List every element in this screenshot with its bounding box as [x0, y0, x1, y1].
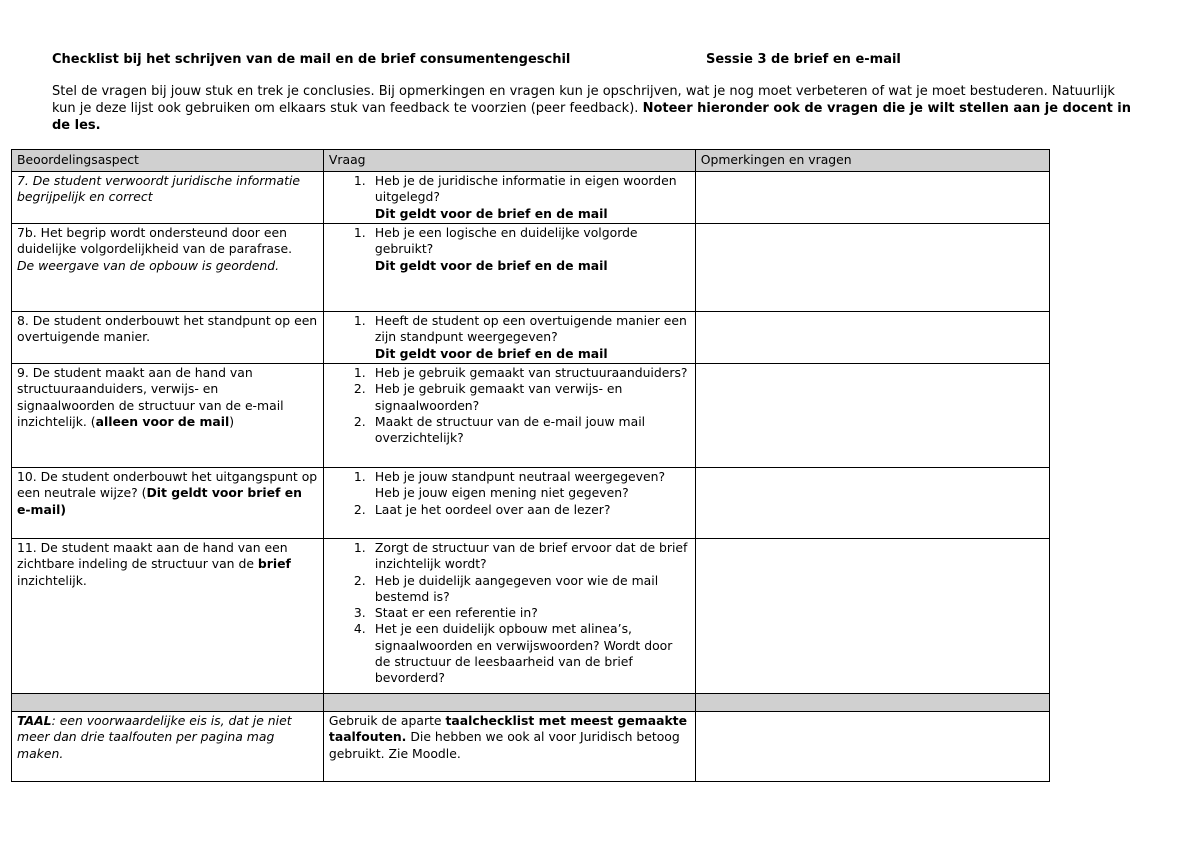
table-row — [12, 224, 1050, 312]
table-row — [12, 172, 1050, 224]
header-aspect: Beoordelingsaspect — [12, 150, 324, 172]
intro-text: Stel de vragen bij jouw stuk en trek je conclusies. Bij opmerkingen en vragen kun je opschrijven, wat je nog moet verbeteren of wat je moet bestuderen. Natuurlijk kun je deze lijst ook gebruiken om elkaars stuk van feedback te voorzien (peer feedback). — [52, 84, 1115, 116]
aspect-bold-text: alleen voor de mail — [95, 413, 230, 429]
list-item — [329, 573, 690, 606]
table-row — [12, 312, 1050, 364]
table-header-row — [12, 150, 1050, 172]
aspect-text: 11. De student maakt aan de hand van een zichtbare indeling de structuur van de — [17, 540, 288, 572]
aspect-bold-text: brief — [257, 556, 291, 572]
aspect-pre-text: ( — [141, 485, 147, 501]
question-text: Heb je gebruik gemaakt van verwijs- en signaalwoorden? — [374, 381, 623, 413]
aspect-italic-text: De weergave van de opbouw is geordend. — [17, 257, 280, 273]
question-text: Laat je het oordeel over aan de lezer? — [374, 501, 611, 517]
question-text: Staat er een referentie in? — [374, 605, 538, 621]
aspect-cell — [12, 224, 324, 312]
list-item — [329, 605, 690, 621]
list-number: 2. — [353, 413, 366, 429]
table-row — [12, 364, 1050, 468]
list-item — [329, 540, 690, 573]
question-list — [329, 540, 690, 687]
aspect-cell — [12, 712, 324, 782]
question-cell — [323, 364, 695, 468]
list-item — [329, 502, 690, 518]
question-cell — [323, 224, 695, 312]
question-note: Dit geldt voor de brief en de mail — [374, 345, 608, 361]
question-list — [329, 225, 690, 274]
taal-question-post: Die hebben we ook al voor Juridisch betoog gebruikt. Zie Moodle. — [328, 729, 680, 761]
intro-bold-text: Noteer hieronder ook de vragen die je wilt stellen aan je docent in de les. — [52, 101, 1132, 133]
question-text: Heb je gebruik gemaakt van structuuraanduiders? — [374, 365, 688, 380]
question-text: Heb je de juridische informatie in eigen woorden uitgelegd? — [374, 173, 677, 205]
question-cell — [323, 172, 695, 224]
list-item — [329, 621, 690, 686]
remarks-cell[interactable] — [695, 312, 1049, 364]
list-number: 1. — [353, 469, 366, 484]
aspect-text: 7b. Het begrip wordt ondersteund door een duidelijke volgordelijkheid van de parafrase. — [17, 225, 293, 257]
aspect-cell — [12, 364, 324, 468]
question-text: Heeft de student op een overtuigende manier een zijn standpunt weergegeven? — [374, 313, 687, 345]
page-title — [52, 52, 1132, 67]
header-remarks: Opmerkingen en vragen — [695, 150, 1049, 172]
remarks-cell[interactable] — [695, 172, 1049, 224]
question-cell — [323, 468, 695, 539]
table-row-taal — [12, 712, 1050, 782]
spacer-cell — [323, 694, 695, 712]
taal-question-bold: taalchecklist met meest gemaakte taalfouten. — [328, 713, 688, 745]
session-title: Sessie 3 de brief en e-mail — [706, 52, 901, 67]
remarks-cell[interactable] — [695, 539, 1049, 694]
list-number: 3. — [353, 605, 366, 621]
list-item — [329, 414, 690, 447]
list-number: 1. — [353, 365, 366, 380]
list-number: 4. — [353, 621, 366, 637]
list-item — [329, 469, 690, 502]
aspect-end-text: inzichtelijk. — [17, 572, 87, 588]
question-list — [329, 365, 690, 446]
question-list — [329, 313, 690, 362]
list-number: 1. — [353, 540, 366, 555]
aspect-text: 7. De student verwoordt juridische informatie begrijpelijk en correct — [17, 173, 301, 205]
intro-paragraph — [52, 83, 1137, 134]
question-note: Dit geldt voor de brief en de mail — [374, 205, 608, 221]
aspect-cell — [12, 312, 324, 364]
spacer-cell — [12, 694, 324, 712]
question-cell — [323, 712, 695, 782]
question-text: Maakt de structuur van de e-mail jouw mail overzichtelijk? — [374, 413, 646, 446]
question-text: Heb je een logische en duidelijke volgorde gebruikt? — [374, 225, 638, 257]
aspect-end-text: ) — [229, 413, 235, 429]
document-title: Checklist bij het schrijven van de mail en de brief consumentengeschil — [52, 52, 571, 67]
question-text: Het je een duidelijk opbouw met alinea’s, signaalwoorden en verwijswoorden? Wordt door de structuur de leesbaarheid van de brief bevorderd? — [374, 621, 673, 686]
list-number: 1. — [353, 313, 366, 328]
remarks-cell[interactable] — [695, 712, 1049, 782]
table-row — [12, 468, 1050, 539]
taal-question-pre: Gebruik de aparte — [328, 713, 446, 728]
aspect-cell — [12, 172, 324, 224]
list-number: 2. — [353, 572, 366, 588]
list-item — [329, 313, 690, 362]
list-number: 2. — [353, 501, 366, 517]
spacer-cell — [695, 694, 1049, 712]
aspect-text: 9. De student maakt aan de hand van structuuraanduiders, verwijs- en signaalwoorden de structuur van de e-mail inzichtelijk. ( — [17, 365, 284, 429]
question-cell — [323, 539, 695, 694]
remarks-cell[interactable] — [695, 364, 1049, 468]
question-list — [329, 173, 690, 222]
list-number: 1. — [353, 173, 366, 188]
aspect-cell — [12, 539, 324, 694]
table-row — [12, 539, 1050, 694]
question-text: Heb je duidelijk aangegeven voor wie de mail bestemd is? — [374, 572, 659, 604]
aspect-bold-text: Dit geldt voor brief en e-mail) — [17, 485, 302, 517]
list-item — [329, 225, 690, 274]
list-item — [329, 365, 690, 381]
aspect-text: 8. De student onderbouwt het standpunt op een overtuigende manier. — [17, 313, 318, 345]
question-list — [329, 469, 690, 518]
taal-label: TAAL — [17, 713, 52, 728]
list-number: 2. — [353, 381, 366, 397]
question-note: Dit geldt voor de brief en de mail — [374, 257, 608, 273]
table-spacer-row — [12, 694, 1050, 712]
list-item — [329, 173, 690, 222]
header-question: Vraag — [323, 150, 695, 172]
question-text: Heb je jouw standpunt neutraal weergegeven? Heb je jouw eigen mening niet gegeven? — [374, 469, 666, 501]
aspect-text: 10. De student onderbouwt het uitgangspunt op een neutrale wijze? — [17, 469, 318, 501]
list-number: 1. — [353, 225, 366, 240]
list-item — [329, 381, 690, 414]
remarks-cell[interactable] — [695, 224, 1049, 312]
aspect-cell — [12, 468, 324, 539]
checklist-table — [11, 149, 1050, 782]
question-cell — [323, 312, 695, 364]
remarks-cell[interactable] — [695, 468, 1049, 539]
taal-text: : een voorwaardelijke eis is, dat je niet meer dan drie taalfouten per pagina mag maken. — [17, 713, 292, 761]
question-text: Zorgt de structuur van de brief ervoor dat de brief inzichtelijk wordt? — [374, 540, 688, 572]
